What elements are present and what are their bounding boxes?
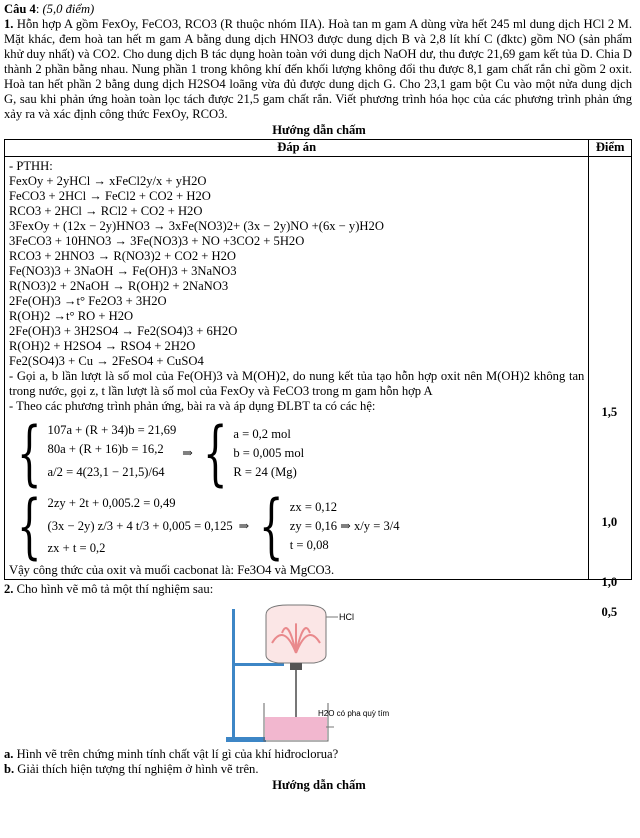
system-1 [13, 412, 584, 494]
equation-line: Fe2(SO4)3 + Cu → 2FeSO4 + CuSO4 [9, 354, 204, 368]
problem-1-text: Hỗn hợp A gồm FexOy, FeCO3, RCO3 (R thuộc nhóm IIA). Hoà tan m gam A dùng vừa hết 245 ml dung dịch HCl 2 M. Mặt khác, đem hoà tan hết m gam A bằng dung dịch HNO3 được dung dịch B và 2,8 lít khí C (đktc) gồm NO (sản phẩm khử duy nhất) và CO2. Cho dung dịch B tác dụng hoàn toàn với dung dịch NaOH dư, thu được 21,69 gam kết tủa D. Chia D thành 2 phần bằng nhau. Nung phần 1 trong không khí đến khối lượng không đổi thu được 8,1 gam chất rắn chỉ gồm 2 oxit. Hoà tan hết phần 2 bằng dung dịch H2SO4 loãng vừa đủ được dung dịch G. Cho 23,1 gam bột Cu vào một nửa dung dịch G, sau khi phản ứng hoàn toàn lọc tách được 21,5 gam chất rắn. Viết phương trình hóa học của các phương trình phản ứng xảy ra và xác định công thức FexOy, RCO3. [4, 17, 632, 121]
system-2-res-3: t = 0,08 [289, 537, 329, 552]
system-1-eq-3: a/2 = 4(23,1 − 21,5)/64 [47, 465, 165, 479]
system-1-left [48, 421, 177, 485]
question-b-label: b. [4, 762, 15, 776]
points-1: 1,5 [601, 405, 618, 419]
equation-line: 2Fe(OH)3 →t° Fe2O3 + 3H2O [9, 294, 167, 308]
conclusion: Vậy công thức của oxit và muối cacbonat là: Fe3O4 và MgCO3. [9, 563, 335, 577]
problem-1 [4, 17, 632, 122]
equation-line: 2Fe(OH)3 + 3H2SO4 → Fe2(SO4)3 + 6H2O [9, 324, 238, 338]
explanation-1: - Gọi a, b lần lượt là số mol của Fe(OH)3 và M(OH)2, do nung kết tủa tạo hỗn hợp oxit nên M(OH)2 không tan trong nước, gọi z, t lần lượt là số mol của FexOy và FeCO3 trong m gam hỗn hợp A [9, 369, 585, 398]
system-2-res-2: zy = 0,16 [289, 518, 338, 533]
equation-line: 3FeCO3 + 10HNO3 → 3Fe(NO3)3 + NO +3CO2 + 5H2O [9, 234, 305, 248]
system-2-eq-1: 2zy + 2t + 0,005.2 = 0,49 [47, 496, 176, 510]
brace-icon: { [202, 412, 228, 494]
system-1-res-1: a = 0,2 mol [233, 426, 291, 441]
guide-title: Hướng dẫn chấm [272, 123, 366, 137]
points-cell [589, 157, 632, 619]
equation-line: RCO3 + 2HNO3 → R(NO3)2 + CO2 + H2O [9, 249, 237, 263]
system-1-right [233, 425, 304, 482]
guide-title-2: Hướng dẫn chấm [272, 778, 366, 792]
document [4, 2, 634, 794]
label-water: H2O có pha quỳ tím [318, 709, 390, 718]
implies-arrow-icon: ⇒ [340, 518, 351, 533]
problem-2-number: 2. [4, 582, 14, 596]
implies-arrow-icon: ⇒ [238, 518, 250, 533]
ratio: x/y = 3/4 [353, 518, 400, 533]
equation-line: Fe(NO3)3 + 3NaOH → Fe(OH)3 + 3NaNO3 [9, 264, 237, 278]
system-1-eq-1: 107a + (R + 34)b = 21,69 [47, 423, 177, 437]
system-2-res-1: zx = 0,12 [289, 499, 338, 514]
brace-icon: { [17, 412, 42, 494]
implies-arrow-icon: ⇒ [182, 445, 193, 460]
fountain-experiment-illustration [226, 603, 411, 745]
question-b-text: Giải thích hiện tượng thí nghiệm ở hình vẽ trên. [14, 762, 259, 776]
experiment-figure [226, 603, 411, 745]
question-points: (5,0 điểm) [39, 2, 95, 16]
clamp-arm [234, 663, 284, 666]
brace-icon: { [259, 485, 284, 567]
question-number: Câu 4 [4, 2, 36, 16]
question-header: Câu 4: (5,0 điểm) [4, 2, 95, 16]
stand-base [226, 737, 266, 742]
equation-line: FexOy + 2yHCl → xFeCl2y/x + yH2O [9, 174, 207, 188]
equation-line: R(OH)2 →t° RO + H2O [9, 309, 134, 323]
water [265, 717, 327, 740]
problem-2-text: Cho hình vẽ mô tả một thí nghiệm sau: [13, 582, 214, 596]
pthh-label: - PTHH: [9, 159, 53, 173]
system-2-res-2-row [290, 517, 400, 536]
problem-1-number: 1. [4, 17, 14, 31]
system-1-res-3: R = 24 (Mg) [233, 464, 297, 479]
label-hcl: HCl [339, 612, 354, 622]
system-1-eq-2: 80a + (R + 16)b = 16,2 [47, 442, 164, 456]
equation-list [9, 174, 584, 369]
question-a-label: a. [4, 747, 14, 761]
system-2-right [290, 498, 400, 555]
points-column-header: Điểm [589, 140, 632, 157]
points-4: 0,5 [601, 605, 618, 619]
equation-line: FeCO3 + 2HCl → FeCl2 + CO2 + H2O [9, 189, 211, 203]
system-2-eq-2: (3x − 2y) z/3 + 4 t/3 + 0,005 = 0,125 [47, 519, 233, 533]
answer-column-header: Đáp án [5, 140, 589, 157]
brace-icon: { [17, 485, 42, 567]
question-b [4, 762, 634, 777]
equation-line: 3FexOy + (12x − 2y)HNO3 → 3xFe(NO3)2+ (3x − 2y)NO +(6x − y)H2O [9, 219, 384, 233]
answer-cell [5, 157, 589, 580]
system-1-res-2: b = 0,005 mol [233, 445, 305, 460]
system-2-left [48, 494, 233, 558]
problem-2 [4, 582, 634, 597]
points-2: 1,0 [601, 515, 618, 529]
equation-line: R(NO3)2 + 2NaOH → R(OH)2 + 2NaNO3 [9, 279, 229, 293]
stand-rod [232, 609, 235, 739]
explanation-2: - Theo các phương trình phản ứng, bài ra và áp dụng ĐLBT ta có các hệ: [9, 399, 376, 413]
equation-line: RCO3 + 2HCl → RCl2 + CO2 + H2O [9, 204, 203, 218]
question-a-text: Hình vẽ trên chứng minh tính chất vật lí gì của khí hiđroclorua? [13, 747, 339, 761]
system-2 [13, 485, 584, 567]
system-2-eq-3: zx + t = 0,2 [47, 541, 106, 555]
question-a [4, 747, 634, 762]
stopper [290, 663, 302, 670]
points-3: 1,0 [601, 575, 618, 589]
equation-line: R(OH)2 + H2SO4 → RSO4 + 2H2O [9, 339, 196, 353]
